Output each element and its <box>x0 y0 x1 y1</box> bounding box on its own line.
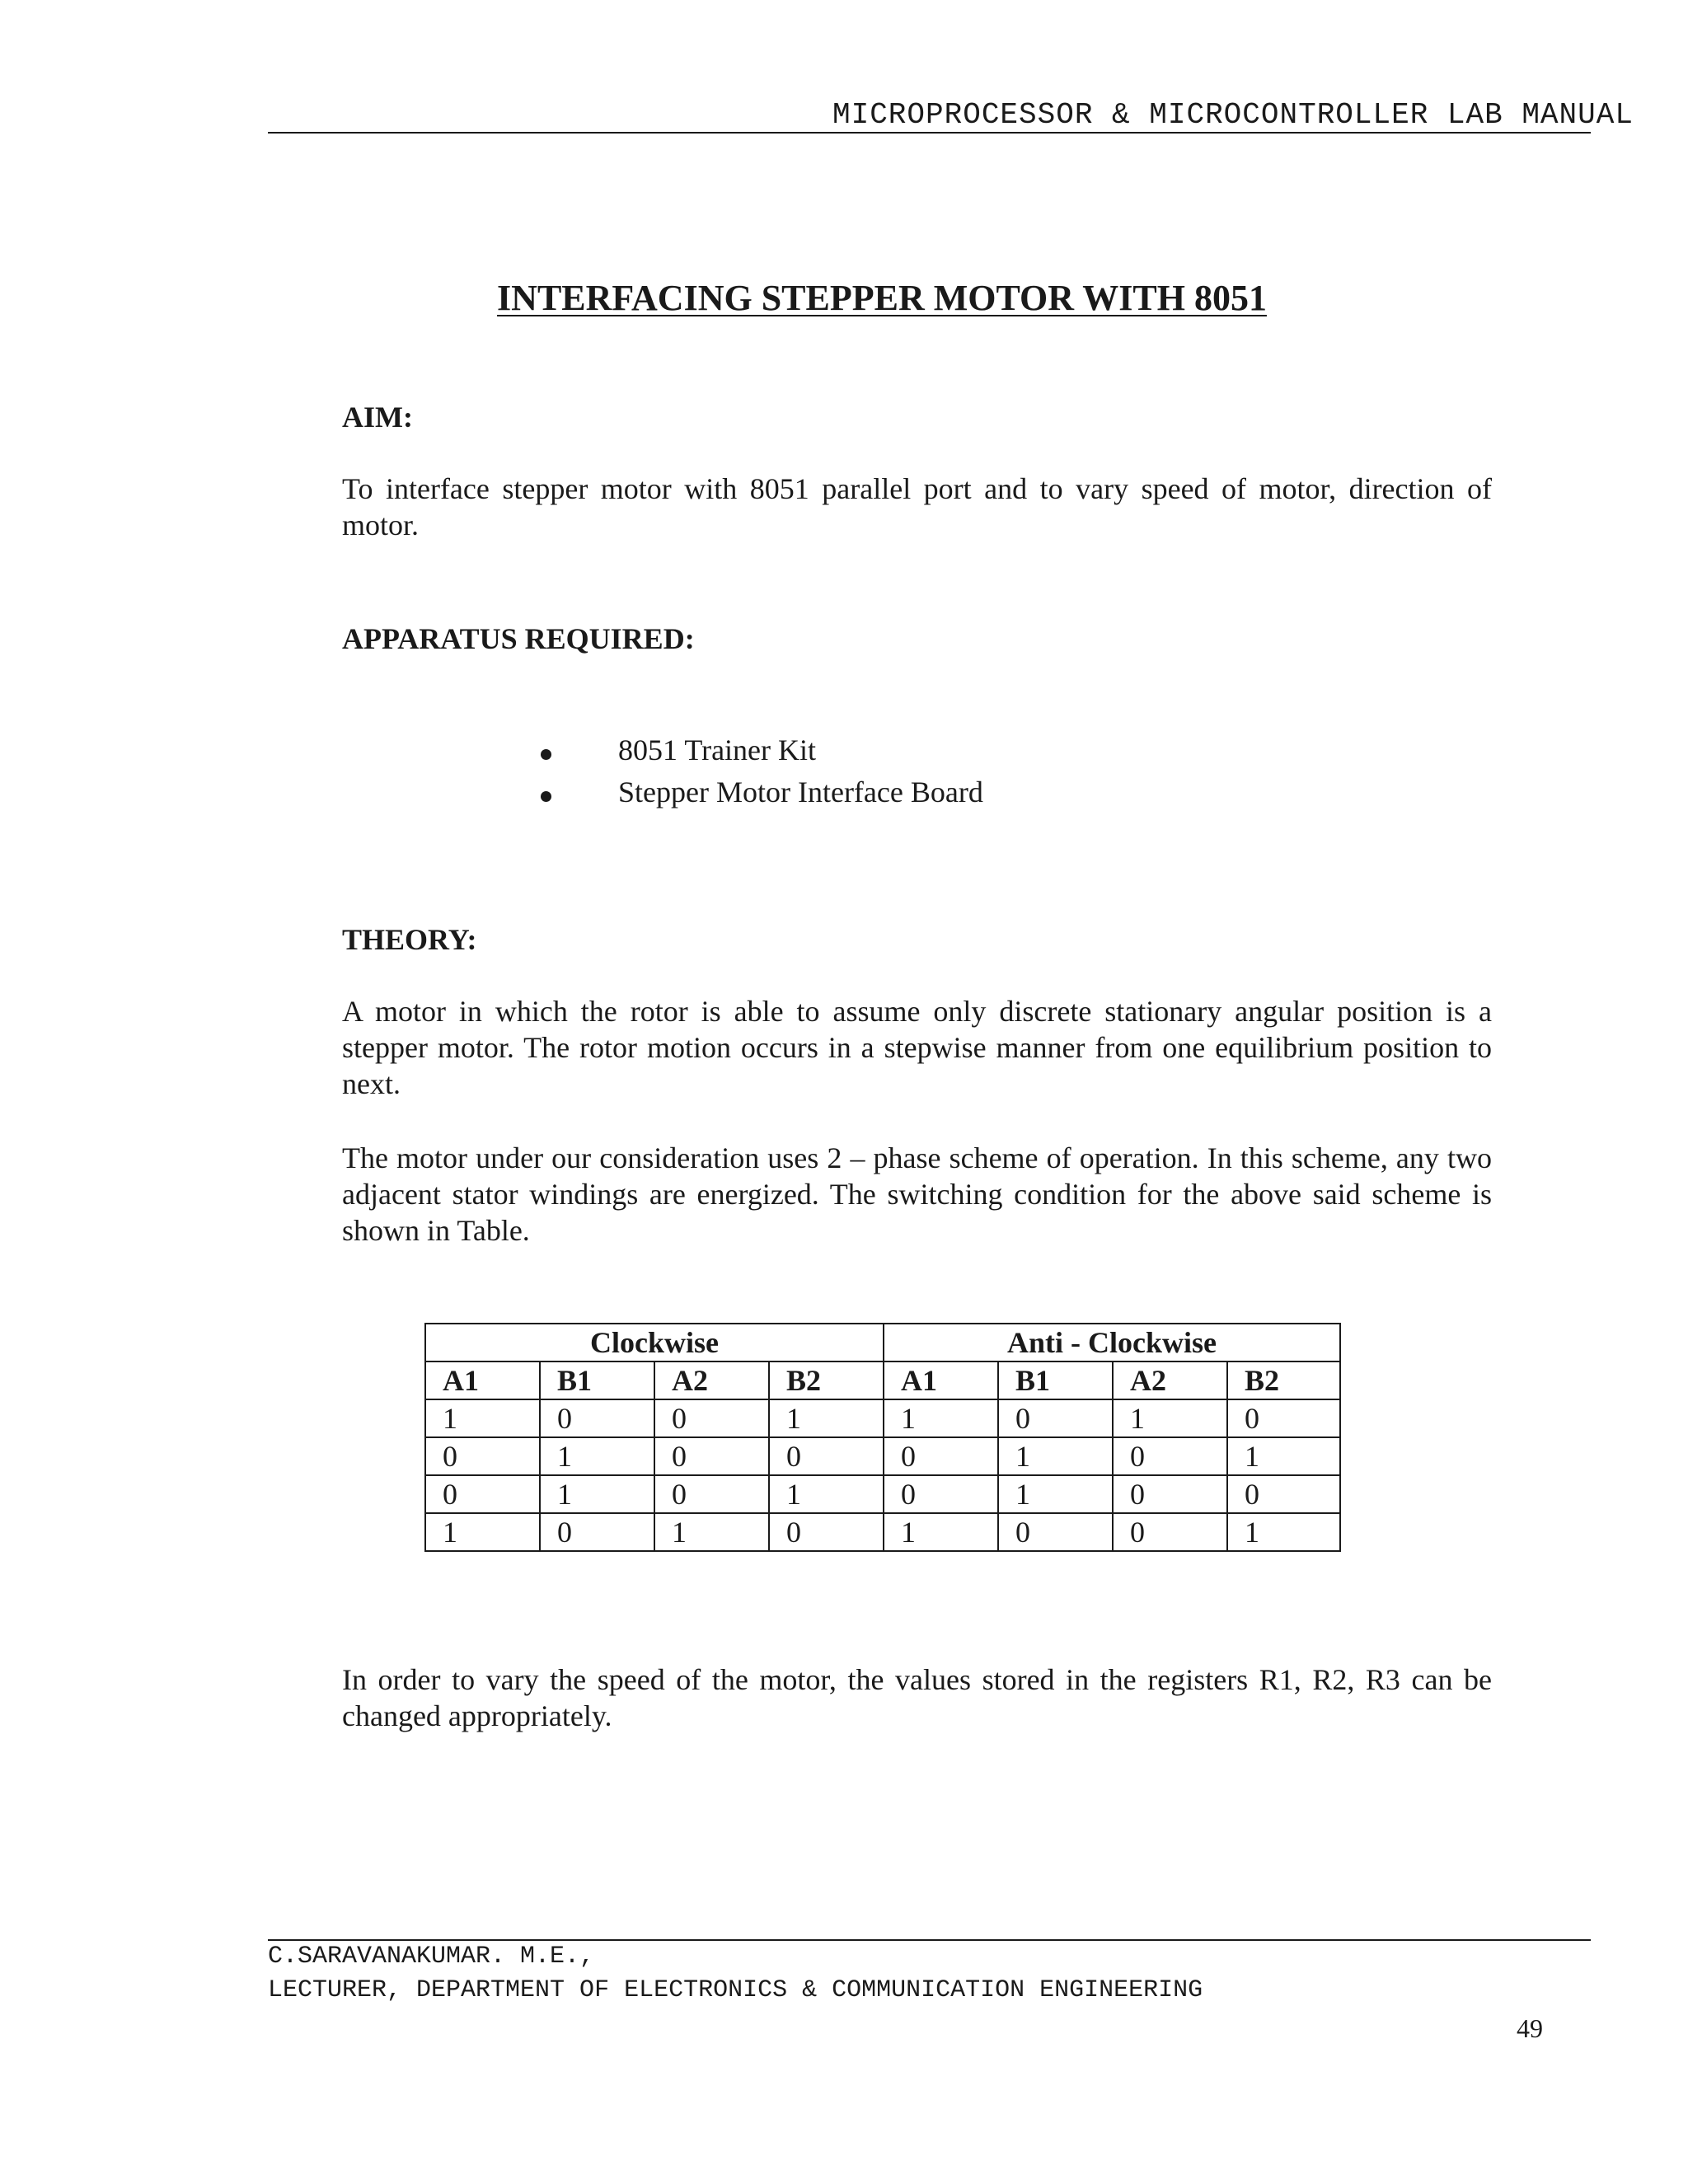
column-header: B2 <box>769 1361 884 1399</box>
apparatus-item-label: Stepper Motor Interface Board <box>618 776 983 808</box>
switching-table <box>424 1323 1341 1552</box>
apparatus-heading: APPARATUS REQUIRED: <box>342 622 695 655</box>
table-cell: 1 <box>1227 1513 1340 1551</box>
table-cell: 0 <box>1227 1475 1340 1513</box>
table-cell: 0 <box>1113 1475 1227 1513</box>
theory-heading: THEORY: <box>342 923 477 956</box>
table-cell: 1 <box>769 1399 884 1437</box>
table-cell: 0 <box>540 1513 654 1551</box>
running-header: MICROPROCESSOR & MICROCONTROLLER LAB MANUAL <box>832 98 1634 132</box>
page-number: 49 <box>1517 2013 1543 2043</box>
footer-author: C.SARAVANAKUMAR. M.E., <box>268 1943 595 1971</box>
column-header: A1 <box>884 1361 998 1399</box>
clockwise-group-header: Clockwise <box>425 1324 884 1361</box>
table-cell: 1 <box>998 1475 1113 1513</box>
table-cell: 1 <box>540 1437 654 1475</box>
table-cell: 0 <box>884 1475 998 1513</box>
table-cell: 1 <box>425 1513 540 1551</box>
table-cell: 1 <box>1113 1399 1227 1437</box>
table-row <box>425 1437 1340 1475</box>
closing-paragraph: In order to vary the speed of the motor, the values stored in the registers R1, R2, R3 can be changed appropriately. <box>342 1663 1492 1732</box>
table-header-row <box>425 1361 1340 1399</box>
column-header: A2 <box>654 1361 769 1399</box>
table-group-row <box>425 1324 1340 1361</box>
table-cell: 1 <box>540 1475 654 1513</box>
table-cell: 0 <box>884 1437 998 1475</box>
table-cell: 0 <box>998 1399 1113 1437</box>
column-header: A1 <box>425 1361 540 1399</box>
aim-text: To interface stepper motor with 8051 parallel port and to vary speed of motor, direction of motor. <box>342 472 1492 541</box>
table-cell: 0 <box>769 1513 884 1551</box>
table-cell: 0 <box>1113 1437 1227 1475</box>
table-row <box>425 1513 1340 1551</box>
apparatus-list <box>536 729 983 813</box>
apparatus-item-label: 8051 Trainer Kit <box>618 733 817 766</box>
table-cell: 0 <box>998 1513 1113 1551</box>
table-cell: 0 <box>769 1437 884 1475</box>
table-cell: 0 <box>654 1399 769 1437</box>
column-header: B1 <box>540 1361 654 1399</box>
table-cell: 1 <box>769 1475 884 1513</box>
column-header: A2 <box>1113 1361 1227 1399</box>
table-row <box>425 1475 1340 1513</box>
page-title: INTERFACING STEPPER MOTOR WITH 8051 <box>497 278 1267 318</box>
column-header: B2 <box>1227 1361 1340 1399</box>
footer-position: LECTURER, DEPARTMENT OF ELECTRONICS & COMMUNICATION ENGINEERING <box>268 1976 1203 2004</box>
table-cell: 0 <box>1227 1399 1340 1437</box>
theory-paragraph-1: A motor in which the rotor is able to assume only discrete stationary angular position is a stepper motor. The rotor motion occurs in a stepwise manner from one equilibrium position to next. <box>342 995 1492 1100</box>
table-cell: 0 <box>425 1437 540 1475</box>
table-cell: 1 <box>998 1437 1113 1475</box>
header-rule <box>268 132 1591 134</box>
apparatus-item <box>536 729 983 771</box>
table-cell: 1 <box>1227 1437 1340 1475</box>
table-cell: 1 <box>884 1399 998 1437</box>
table-cell: 0 <box>654 1437 769 1475</box>
table-cell: 1 <box>884 1513 998 1551</box>
aim-heading: AIM: <box>342 401 413 434</box>
table-cell: 0 <box>1113 1513 1227 1551</box>
table-cell: 1 <box>425 1399 540 1437</box>
table-cell: 0 <box>540 1399 654 1437</box>
apparatus-item <box>536 771 983 813</box>
table-cell: 1 <box>654 1513 769 1551</box>
column-header: B1 <box>998 1361 1113 1399</box>
footer-rule <box>268 1939 1591 1941</box>
table-row <box>425 1399 1340 1437</box>
anticlockwise-group-header: Anti - Clockwise <box>884 1324 1340 1361</box>
theory-paragraph-2: The motor under our consideration uses 2 – phase scheme of operation. In this scheme, any two adjacent stator windings are energized. The switching condition for the above said scheme is shown in Table. <box>342 1141 1492 1247</box>
table-cell: 0 <box>425 1475 540 1513</box>
table-cell: 0 <box>654 1475 769 1513</box>
